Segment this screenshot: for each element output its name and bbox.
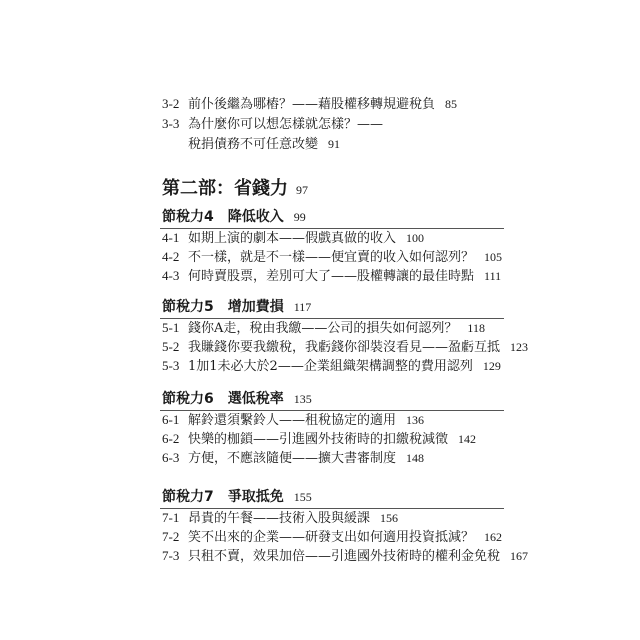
chapter-label: 節稅力4 [162, 209, 214, 225]
entry-title: 何時賣股票，差別可大了——股權轉讓的最佳時點 [188, 269, 475, 284]
chapter-label: 節稅力6 [162, 391, 214, 407]
entry-number: 4-1 [162, 230, 180, 245]
entry-number: 7-3 [162, 548, 180, 563]
entry-page: 148 [406, 451, 425, 465]
entry-title: 為什麼你可以想怎樣就怎樣？—— [188, 117, 384, 132]
entry-number: 6-3 [162, 450, 180, 465]
toc-entry [162, 320, 485, 337]
chapter-page: 155 [293, 490, 312, 504]
chapter-label: 節稅力7 [162, 489, 214, 505]
entry-title: 前仆後繼為哪樁？——藉股權移轉規避稅負 [188, 97, 436, 112]
entry-page: 156 [380, 511, 399, 525]
toc-entry [162, 431, 476, 448]
chapter-divider [160, 228, 504, 229]
toc-entry [162, 510, 398, 527]
toc-entry [162, 358, 501, 375]
entry-title: 昂貴的午餐——技術入股與緩課 [188, 511, 371, 526]
entry-number: 7-1 [162, 510, 180, 525]
chapter-divider [160, 410, 504, 411]
entry-page: 100 [406, 231, 425, 245]
toc-entry [162, 412, 424, 429]
entry-number: 5-3 [162, 358, 180, 373]
entry-page: 142 [458, 432, 477, 446]
chapter-title: 爭取抵免 [227, 489, 284, 505]
toc-entry [162, 450, 424, 467]
entry-title: 快樂的枷鎖——引進國外技術時的扣繳稅減徵 [188, 432, 449, 447]
chapter-divider [160, 318, 504, 319]
chapter-heading [162, 298, 311, 316]
part-title: 第二部：省錢力 [162, 178, 288, 199]
entry-title: 如期上演的劇本——假戲真做的收入 [188, 231, 397, 246]
chapter-label: 節稅力5 [162, 299, 214, 315]
toc-entry [162, 230, 424, 247]
entry-page: 162 [484, 530, 503, 544]
entry-number: 4-2 [162, 249, 180, 264]
entry-page: 167 [510, 549, 529, 563]
toc-entry [162, 116, 383, 133]
entry-number: 3-3 [162, 116, 180, 131]
chapter-page: 117 [293, 300, 312, 314]
entry-title: 錢你A走，稅由我繳——公司的損失如何認列？ [188, 321, 458, 336]
entry-title: 1加1未必大於2——企業組織架構調整的費用認列 [188, 359, 473, 374]
entry-title: 只租不賣，效果加倍——引進國外技術時的權利金免稅 [188, 549, 501, 564]
entry-page: 136 [406, 413, 425, 427]
entry-number: 3-2 [162, 96, 180, 111]
toc-entry [162, 96, 457, 113]
chapter-heading [162, 208, 306, 226]
chapter-page: 135 [293, 392, 312, 406]
toc-entry [162, 268, 501, 285]
chapter-page: 99 [293, 210, 306, 224]
toc-entry [162, 249, 502, 266]
entry-page: 118 [467, 321, 485, 335]
entry-page: 105 [484, 250, 503, 264]
entry-page: 123 [510, 340, 529, 354]
chapter-divider [160, 508, 504, 509]
toc-entry [162, 339, 528, 356]
chapter-title: 降低收入 [227, 209, 284, 225]
entry-number: 4-3 [162, 268, 180, 283]
entry-page: 91 [328, 137, 341, 151]
entry-title: 方便，不應該隨便——擴大書審制度 [188, 451, 397, 466]
entry-title: 解鈴還須繫鈴人——租稅協定的適用 [188, 413, 397, 428]
part-heading [162, 178, 308, 201]
entry-number: 6-2 [162, 431, 180, 446]
chapter-title: 增加費損 [227, 299, 284, 315]
entry-title: 我賺錢你要我繳稅，我虧錢你卻裝沒看見——盈虧互抵 [188, 340, 501, 355]
entry-title: 笑不出來的企業——研發支出如何適用投資抵減？ [188, 530, 475, 545]
chapter-title: 選低稅率 [227, 391, 284, 407]
entry-number: 5-1 [162, 320, 180, 335]
toc-entry-continuation [188, 136, 340, 153]
entry-page: 85 [445, 97, 458, 111]
entry-number: 6-1 [162, 412, 180, 427]
entry-page: 129 [482, 359, 501, 373]
toc-entry [162, 529, 502, 546]
entry-title: 稅捐債務不可任意改變 [188, 137, 319, 152]
entry-title: 不一樣，就是不一樣——便宜賣的收入如何認列？ [188, 250, 475, 265]
toc-entry [162, 548, 528, 565]
part-page: 97 [296, 183, 308, 197]
chapter-heading [162, 488, 312, 506]
entry-number: 7-2 [162, 529, 180, 544]
entry-number: 5-2 [162, 339, 180, 354]
chapter-heading [162, 390, 312, 408]
entry-page: 111 [484, 269, 502, 283]
